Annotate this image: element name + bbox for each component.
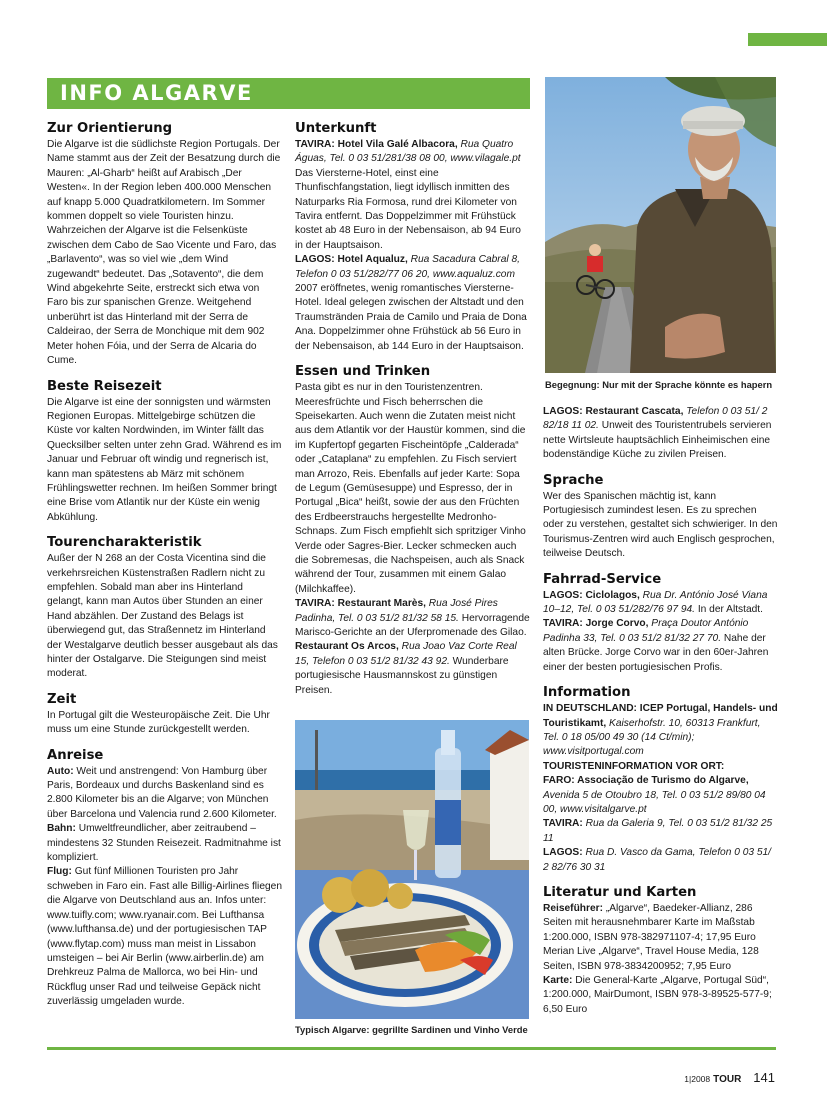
- info-tavira-label: TAVIRA:: [543, 818, 583, 830]
- text-reisezeit: Die Algarve ist eine der sonnigsten und wärmsten Regionen Europas. Mittelgebirge schützen die Küste vor kalten Nordwinden, im Winter fällt das Quecksilber selten unter zehn Grad. Während es im Januar und Februar oft windig und regnerisch ist, kann man spätestens ab März mit schönem Frühlingswetter rechnen. Im heißen Sommer bringt eine Brise vom Atlantik nur der Küste ein wenig Abkühlung.: [47, 396, 282, 523]
- anreise-bahn: [47, 822, 282, 865]
- info-lagos: [543, 846, 779, 875]
- hotel-tavira-contact: Rua Quatro Águas, Tel. 0 03 51/281/38 08 00, www.vilagale.pt: [295, 139, 521, 165]
- service-jorge-corvo-contact: Praça Doutor António Padinha 33, Tel. 0 03 51/2 81/32 27 70.: [543, 618, 749, 644]
- heading-sprache: Sprache: [543, 472, 604, 488]
- info-faro-contact: Avenida 5 de Otoubro 18, Tel. 0 03 51/2 89/80 04 00, www.visitalgarve.pt: [543, 789, 766, 815]
- info-tavira: [543, 817, 779, 846]
- caption-sardines: Typisch Algarve: gegrillte Sardinen und Vinho Verde: [295, 1024, 528, 1035]
- service-jorge-corvo-text: Nahe der alten Brücke. Jorge Corvo war in den 60er-Jahren einer der besten portugiesischen Profis.: [543, 632, 769, 673]
- info-faro: [543, 774, 779, 817]
- restaurant-mares-name: TAVIRA: Restaurant Marès,: [295, 598, 426, 610]
- hotel-lagos-name: LAGOS: Hotel Aqualuz,: [295, 254, 408, 266]
- anreise-flug-label: Flug:: [47, 866, 72, 878]
- heading-fahrrad: Fahrrad-Service: [543, 571, 662, 587]
- column-middle: [295, 120, 531, 698]
- literatur-reisefuehrer-label: Reiseführer:: [543, 902, 604, 914]
- page-number: 141: [753, 1070, 775, 1085]
- info-deutschland-label: IN DEUTSCHLAND: ICEP Portugal, Handels- und Touristikamt,: [543, 703, 778, 729]
- bottom-accent-rule: [47, 1047, 776, 1050]
- literatur-karte-text: Die General-Karte „Algarve, Portugal Süd“, 1:200.000, MairDumont, ISBN 978-3-89525-577-9; 6,50 Euro: [543, 975, 772, 1015]
- literatur-karte-label: Karte:: [543, 975, 573, 986]
- literatur-reisefuehrer-text: „Algarve“, Baedeker-Allianz, 286 Seiten mit herausnehmbarer Karte im Maßstab 1:200.000, ISBN 978-382971107-4; 17,95 Euro Merian Live „Algarve“, Travel House Media, 128 Seiten, ISBN 978-3834200952; 7,95 Euro: [543, 902, 759, 972]
- anreise-flug: [47, 865, 282, 1009]
- restaurant-mares-text: Hervorragende Marisco-Gerichte an der Uferpromenade des Gilao.: [295, 612, 530, 638]
- info-lagos-contact: Rua D. Vasco da Gama, Telefon 0 03 51/ 2 82/76 30 31: [543, 847, 772, 873]
- info-deutschland: [543, 702, 779, 760]
- anreise-auto: [47, 765, 282, 823]
- heading-tour: Tourencharakteristik: [47, 535, 202, 551]
- text-tour: Außer der N 268 an der Costa Vicentina sind die verkehrsreichen Küstenstraßen Radlern nicht zu empfehlen. Sobald man aber ins Hinterland gelangt, kann man Autos über Stunden an einer Hand abzählen. Der Zustand des Belags ist überwiegend gut, das Straßennetz im Hinterland der Westalgarve deutlich besser ausgebaut als das hinter der Ostalgarve. Die Steigungen sind meist moderat.: [47, 553, 278, 680]
- photo-old-man-cyclist: [545, 77, 776, 373]
- section-banner: [47, 78, 530, 109]
- restaurant-cascata-name: LAGOS: Restaurant Cascata,: [543, 406, 684, 417]
- text-sprache: Wer des Spanischen mächtig ist, kann Portugiesisch zumindest lesen. Es zu sprechen oder zu verstehen, gestaltet sich schwieriger. In den Tourismus-Zentren wird auch Englisch gesprochen, teilweise Deutsch.: [543, 490, 778, 560]
- top-accent-bar: [748, 33, 827, 46]
- anreise-flug-text: Gut fünf Millionen Touristen pro Jahr schweben in Faro ein. Fast alle Billig-Airlines fliegen die Algarve von Deutschland aus an. Infos unter: www.tuifly.com; www.ryanair.com. Bei Lufthansa (www.lufthansa.de) und der portugiesischen TAP (www.flytap.com) muss man meist in Lissabon umsteigen – bei Air Berlin (www.airberlin.de) am Drehkreuz Palma de Mallorca, wo bei Hin- und Rückflug unser Rad und teilweise Gepäck nicht zuverlässig umgeladen wurde.: [47, 866, 282, 1008]
- anreise-bahn-label: Bahn:: [47, 823, 76, 835]
- info-tavira-contact: Rua da Galeria 9, Tel. 0 03 51/2 81/32 25 11: [543, 818, 773, 844]
- hotel-tavira-text: Das Viersterne-Hotel, einst eine Thunfischfangstation, liegt idyllisch inmitten des Naturparks Ria Formosa, rund drei Kilometer von Tavira entfernt. Das Doppelzimmer mit Frühstück kostet ab 48 Euro in der Nebensaison, ab 94 Euro in der Hauptsaison.: [295, 167, 521, 251]
- restaurant-arcos: [295, 640, 531, 698]
- service-jorge-corvo: [543, 617, 779, 675]
- restaurant-cascata-contact: Telefon 0 03 51/ 2 82/18 11 02.: [543, 406, 768, 432]
- photo-sardines-illustration: [295, 720, 529, 1019]
- text-zeit: In Portugal gilt die Westeuropäische Zeit. Die Uhr muss um eine Stunde zurückgestellt werden.: [47, 709, 270, 736]
- restaurant-arcos-text: Wunderbare portugiesische Hausmannskost zu günstigen Preisen.: [295, 655, 509, 696]
- info-vor-ort-label: TOURISTENINFORMATION VOR ORT:: [543, 760, 725, 772]
- anreise-auto-text: Weit und anstrengend: Von Hamburg über Paris, Bordeaux und durchs Baskenland sind es 2.800 Kilometer bis an die Algarve; von München über Barcelona und Valencia rund 2.600 Kilometer.: [47, 765, 277, 820]
- photo-old-man-illustration: [545, 77, 776, 373]
- literatur-reisefuehrer: [543, 902, 779, 974]
- heading-orientierung: Zur Orientierung: [47, 121, 173, 136]
- hotel-lagos-contact: Rua Sacadura Cabral 8, Telefon 0 03 51/282/77 06 20, www.aqualuz.com: [295, 254, 520, 280]
- heading-anreise: Anreise: [47, 747, 104, 763]
- footer-issue: 1|2008: [684, 1074, 711, 1084]
- restaurant-cascata: [543, 405, 779, 463]
- heading-zeit: Zeit: [47, 691, 77, 707]
- heading-information: Information: [543, 685, 631, 701]
- info-deutschland-contact: Kaiserhofstr. 10, 60313 Frankfurt, Tel. 0 18 05/00 49 30 (14 Ct/min); www.visitportugal.com: [543, 717, 761, 758]
- restaurant-mares: [295, 597, 531, 640]
- photo-grilled-sardines: [295, 720, 529, 1019]
- service-ciclolagos-contact: Rua Dr. António José Viana 10–12, Tel. 0 03 51/282/76 97 94.: [543, 589, 768, 616]
- service-ciclolagos-text: In der Altstadt.: [695, 604, 763, 616]
- text-essen: Pasta gibt es nur in den Touristenzentren. Meeresfrüchte und Fisch beherrschen die Speisekarten. Auch wenn die Zutaten meist nicht aus dem Atlantik vor der Haustür kommen, sind die im Kupfertopf gegarten Fischeintöpfe „Calderada“ oder „Cataplana“ zu empfehlen. Zu Fisch serviert man Arrozo, Reis. Ebenfalls auf jeder Karte: Sopa de Legum (Gemüsesuppe) und Espresso, der in Portugal „Bica“ heißt, sowie der aus den Früchten des Erdbeerstrauchs hergestellte Medronho-Schnaps. Zum Fisch empfiehlt sich spritziger Vinho Verde oder Sagres-Bier. Lecker schmecken auch die Sobremesas, die Nachspeisen, auch als Snack während der Tour, zusammen mit einem Galao (Milchkaffee).: [295, 382, 526, 595]
- footer-magazine: TOUR: [713, 1074, 742, 1085]
- info-vor-ort: [543, 760, 779, 774]
- heading-literatur: Literatur und Karten: [543, 884, 697, 900]
- service-ciclolagos-name: LAGOS: Ciclolagos,: [543, 589, 640, 601]
- hotel-lagos: [295, 253, 531, 354]
- service-jorge-corvo-name: TAVIRA: Jorge Corvo,: [543, 618, 649, 630]
- restaurant-arcos-contact: Rua Joao Vaz Corte Real 15, Telefon 0 03 51/2 81/32 43 92.: [295, 641, 517, 667]
- column-left: [47, 120, 282, 1010]
- hotel-tavira: [295, 138, 531, 253]
- heading-essen: Essen und Trinken: [295, 364, 431, 380]
- column-right: [543, 405, 779, 1017]
- text-orientierung: Die Algarve ist die südlichste Region Portugals. Der Name stammt aus der Zeit der Besatzung durch die Mauren: „Al-Gharb“ heißt auf Arabisch „Der Westen«. In der Region leben 400.000 Menschen auf knapp 5.000 Quadratkilometern. Im Sommer kommen doppelt so viele Touristen hinzu. Wahrzeichen der Algarve ist die Felsenküste zwischen dem Cabo de Sao Vicente und Faro, das „Barlavento“, was so viel wie „dem Wind zugewandt“ bedeutet. Das „Sotavento“, die dem Wind abgekehrte Seite, erstreckt sich etwa von Faro bis zur spanischen Grenze. Weitgehend unberührt ist das Hinterland mit der Serra de Caldeirao, der Serra de Monchique mit dem 902 Meter hohen Fóia, und der Serra de Alcaria do Cume.: [47, 139, 281, 367]
- info-lagos-label: LAGOS:: [543, 847, 583, 859]
- restaurant-mares-contact: Rua José Pires Padinha, Tel. 0 03 51/2 81/32 58 15.: [295, 598, 498, 624]
- hotel-tavira-name: TAVIRA: Hotel Vila Galé Albacora,: [295, 139, 458, 150]
- literatur-karte: [543, 974, 779, 1017]
- restaurant-cascata-text: Unweit des Touristentrubels servieren nette Wirtsleute hauptsächlich Einheimischen eine bodenständige Küche zu zivilen Preisen.: [543, 420, 772, 461]
- caption-old-man: Begegnung: Nur mit der Sprache könnte es hapern: [545, 379, 773, 390]
- page-footer: [684, 1070, 775, 1085]
- heading-unterkunft: Unterkunft: [295, 121, 377, 136]
- hotel-lagos-text: 2007 eröffnetes, wenig romantisches Viersterne-Hotel. Ideal gelegen zwischen der Altstadt und den Traumstränden Praia de Camilo und Praia de Dona Ana. Doppelzimmer ohne Frühstück ab 56 Euro in der Nebensaison, ab 144 Euro in der Hauptsaison.: [295, 283, 527, 352]
- service-ciclolagos: [543, 589, 779, 618]
- banner-title: INFO ALGARVE: [60, 81, 253, 105]
- heading-reisezeit: Beste Reisezeit: [47, 378, 162, 394]
- info-faro-label: FARO: Associação de Turismo do Algarve,: [543, 775, 749, 787]
- anreise-bahn-text: Umweltfreundlicher, aber zeitraubend – mindestens 32 Stunden Reisezeit. Radmitnahme ist kompliziert.: [47, 823, 281, 864]
- restaurant-arcos-name: Restaurant Os Arcos,: [295, 641, 399, 653]
- anreise-auto-label: Auto:: [47, 765, 74, 777]
